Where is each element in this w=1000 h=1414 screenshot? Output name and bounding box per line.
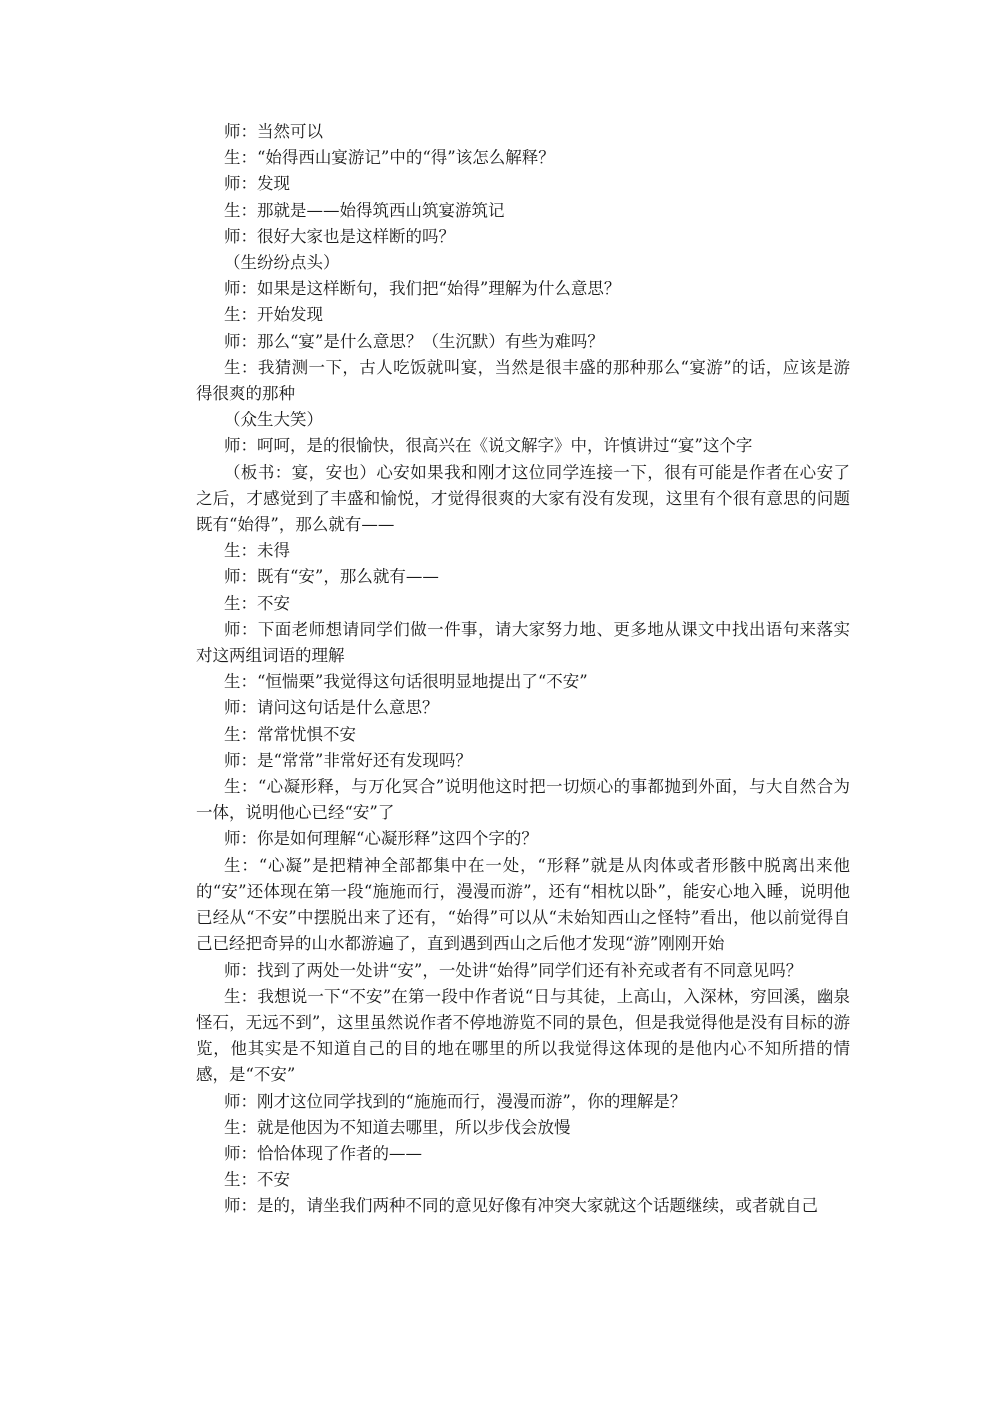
paragraph: 生：那就是——始得筑西山筑宴游筑记 — [224, 200, 505, 220]
paragraph: 生：“心凝”是把精神全部都集中在一处，“形释”就是从肉体或者形骸中脱离出来他的“安”还体现在第一段“施施而行，漫漫而游”，还有“相枕以卧”，能安心地入睡，说明他已经从“不安”中摆脱出来了还有，“始得”可以从“未始知西山之怪特”看出，他以前觉得自己已经把奇异的山水都游遍了，直到遇到西山之后他才发现“游”刚刚开始 — [196, 855, 850, 954]
paragraph: （板书：宴，安也）心安如果我和刚才这位同学连接一下，很有可能是作者在心安了之后，才感觉到了丰盛和愉悦，才觉得很爽的大家有没有发现，这里有个很有意思的问题既有“始得”，那么就有—— — [196, 462, 850, 535]
paragraph: 师：刚才这位同学找到的“施施而行，漫漫而游”，你的理解是？ — [224, 1091, 687, 1111]
paragraph: 师：当然可以 — [224, 122, 323, 141]
paragraph: 生：我猜测一下，古人吃饭就叫宴，当然是很丰盛的那种那么“宴游”的话，应该是游得很爽的那种 — [196, 357, 850, 404]
paragraph: 生：就是他因为不知道去哪里，所以步伐会放慢 — [224, 1117, 571, 1137]
paragraph: 师：呵呵，是的很愉快，很高兴在《说文解字》中，许慎讲过“宴”这个字 — [224, 436, 753, 456]
paragraph: 生：不安 — [224, 593, 290, 613]
paragraph: 师：是的，请坐我们两种不同的意见好像有冲突大家就这个话题继续，或者就自己 — [224, 1196, 818, 1216]
paragraph: 生：不安 — [224, 1170, 290, 1190]
paragraph: （生纷纷点头） — [224, 253, 340, 273]
paragraph: 师：找到了两处一处讲“安”，一处讲“始得”同学们还有补充或者有不同意见吗？ — [224, 960, 803, 980]
paragraph: 生：开始发现 — [224, 305, 323, 325]
paragraph: 师：很好大家也是这样断的吗？ — [224, 226, 455, 246]
paragraph: 生：未得 — [224, 541, 290, 561]
paragraph: （众生大笑） — [224, 410, 323, 430]
paragraph: 师：发现 — [224, 174, 290, 194]
paragraph: 师：如果是这样断句，我们把“始得”理解为什么意思？ — [224, 279, 621, 299]
paragraph: 师：你是如何理解“心凝形释”这四个字的？ — [224, 829, 538, 849]
paragraph: 师：下面老师想请同学们做一件事，请大家努力地、更多地从课文中找出语句来落实对这两组词语的理解 — [196, 619, 850, 666]
paragraph: 生：我想说一下“不安”在第一段中作者说“日与其徒，上高山，入深林，穷回溪，幽泉怪石，无远不到”，这里虽然说作者不停地游览不同的景色，但是我觉得他是没有目标的游览，他其实是不知道自己的目的地在哪里的所以我觉得这体现的是他内心不知所措的情感，是“不安” — [196, 986, 850, 1085]
paragraph: 师：请问这句话是什么意思？ — [224, 698, 439, 718]
paragraph: 师：是“常常”非常好还有发现吗？ — [224, 750, 472, 770]
paragraph: 师：恰恰体现了作者的—— — [224, 1143, 422, 1163]
paragraph: 师：既有“安”，那么就有—— — [224, 567, 439, 587]
paragraph: 师：那么“宴”是什么意思？（生沉默）有些为难吗？ — [224, 331, 604, 351]
paragraph: 生：“始得西山宴游记”中的“得”该怎么解释？ — [224, 148, 555, 168]
paragraph: 生：“心凝形释，与万化冥合”说明他这时把一切烦心的事都抛到外面，与大自然合为一体，说明他心已经“安”了 — [196, 777, 850, 823]
paragraph: 生：常常忧惧不安 — [224, 724, 356, 744]
paragraph: 生：“恒惴栗”我觉得这句话很明显地提出了“不安” — [224, 672, 588, 692]
